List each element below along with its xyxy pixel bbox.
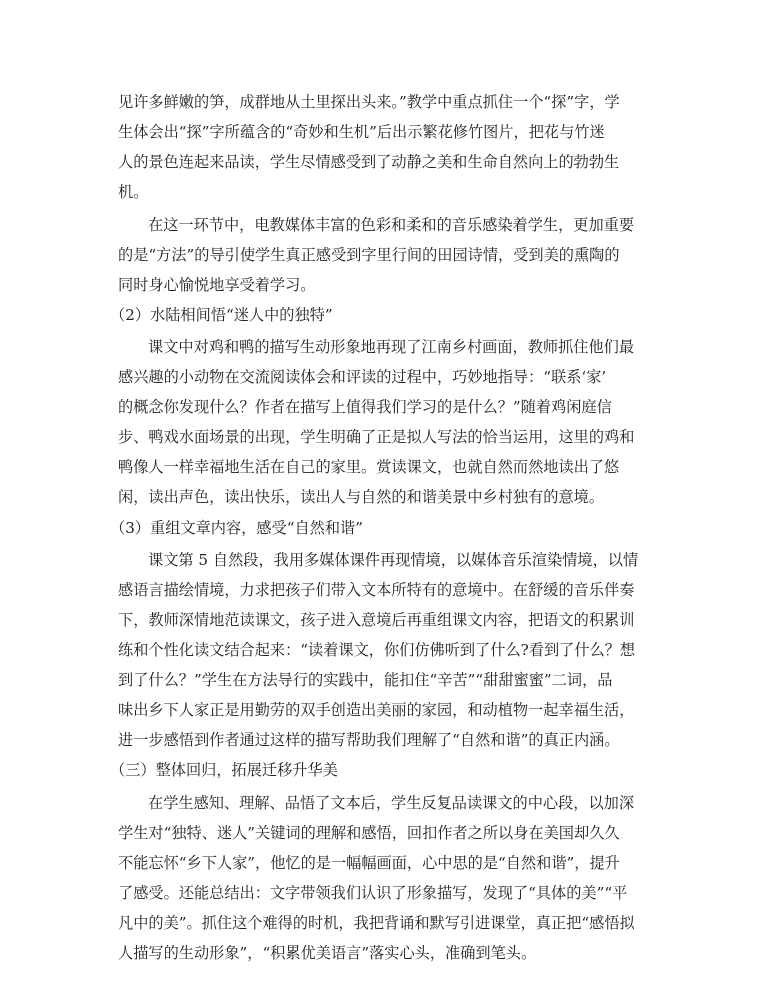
text-line: 生体会出“探”字所蕴含的“奇妙和生机”后出示繁花修竹图片，把花与竹迷 bbox=[118, 123, 605, 141]
text-line: 见许多鲜嫩的笋，成群地从土里探出头来。”教学中重点抓住一个“探”字，学 bbox=[118, 93, 620, 111]
text-line: 课文中对鸡和鸭的描写生动形象地再现了江南乡村画面，教师抓住他们最 bbox=[148, 338, 634, 356]
text-line: 闲，读出声色，读出快乐，读出人与自然的和谐美景中乡村独有的意境。 bbox=[118, 488, 604, 506]
text-line: 人的景色连起来品读，学生尽情感受到了动静之美和生命自然向上的勃勃生 bbox=[118, 153, 620, 171]
text-line: 味出乡下人家正是用勤劳的双手创造出美丽的家园，和动植物一起幸福生活， bbox=[118, 701, 635, 719]
text-line: 练和个性化读文结合起来：“读着课文，你们仿佛听到了什么?看到了什么？想 bbox=[118, 641, 636, 659]
text-line: 不能忘怀“乡下人家”，他忆的是一幅幅画面，心中思的是“自然和谐”，提升 bbox=[118, 854, 620, 872]
text-line: 的概念你发现什么？作者在描写上值得我们学习的是什么？”随着鸡闲庭信 bbox=[118, 398, 612, 416]
text-line: 鸭像人一样幸福地生活在自己的家里。赏读课文，也就自然而然地读出了悠 bbox=[118, 458, 620, 476]
text-line: 在这一环节中，电教媒体丰富的色彩和柔和的音乐感染着学生，更加重要 bbox=[148, 216, 634, 234]
text-line: 课文第 5 自然段，我用多媒体课件再现情境，以媒体音乐渲染情境，以情 bbox=[148, 551, 639, 569]
text-line: 步、鸭戏水面场景的出现，学生明确了正是拟人写法的恰当运用，这里的鸡和 bbox=[118, 428, 635, 446]
text-line: 在学生感知、理解、品悟了文本后，学生反复品读课文的中心段，以加深 bbox=[148, 794, 634, 812]
text-line: 感兴趣的小动物在交流阅读体会和评读的过程中，巧妙地指导：“联系‘家’ bbox=[118, 368, 607, 386]
text-line: 凡中的美”。抓住这个难得的时机，我把背诵和默写引进课堂，真正把“感悟拟 bbox=[118, 914, 635, 932]
section-heading: （3）重组文章内容，感受“自然和谐” bbox=[110, 519, 364, 537]
section-heading: （三）整体回归，拓展迁移升华美 bbox=[110, 761, 338, 779]
text-line: 进一步感悟到作者通过这样的描写帮助我们理解了“自然和谐”的真正内涵。 bbox=[118, 731, 620, 749]
text-line: 机。 bbox=[118, 183, 149, 201]
text-line: 了感受。还能总结出：文字带领我们认识了形象描写，发现了“具体的美”“平 bbox=[118, 884, 628, 902]
section-heading: （2）水陆相间悟“迷人中的独特” bbox=[110, 306, 333, 324]
text-line: 下，教师深情地范读课文，孩子进入意境后再重组课文内容，把语文的积累训 bbox=[118, 611, 635, 629]
text-line: 同时身心愉悦地享受着学习。 bbox=[118, 276, 316, 294]
text-line: 到了什么？”学生在方法导行的实践中，能扣住“辛苦”“甜甜蜜蜜”二词，品 bbox=[118, 671, 613, 689]
text-line: 感语言描绘情境，力求把孩子们带入文本所特有的意境中。在舒缓的音乐伴奏 bbox=[118, 581, 635, 599]
text-line: 的是“方法”的导引使学生真正感受到字里行间的田园诗情，受到美的熏陶的 bbox=[118, 246, 620, 264]
text-line: 学生对“独特、迷人”关键词的理解和感悟，回扣作者之所以身在美国却久久 bbox=[118, 824, 620, 842]
text-line: 人描写的生动形象”，“积累优美语言”落实心头，准确到笔头。 bbox=[118, 944, 537, 962]
